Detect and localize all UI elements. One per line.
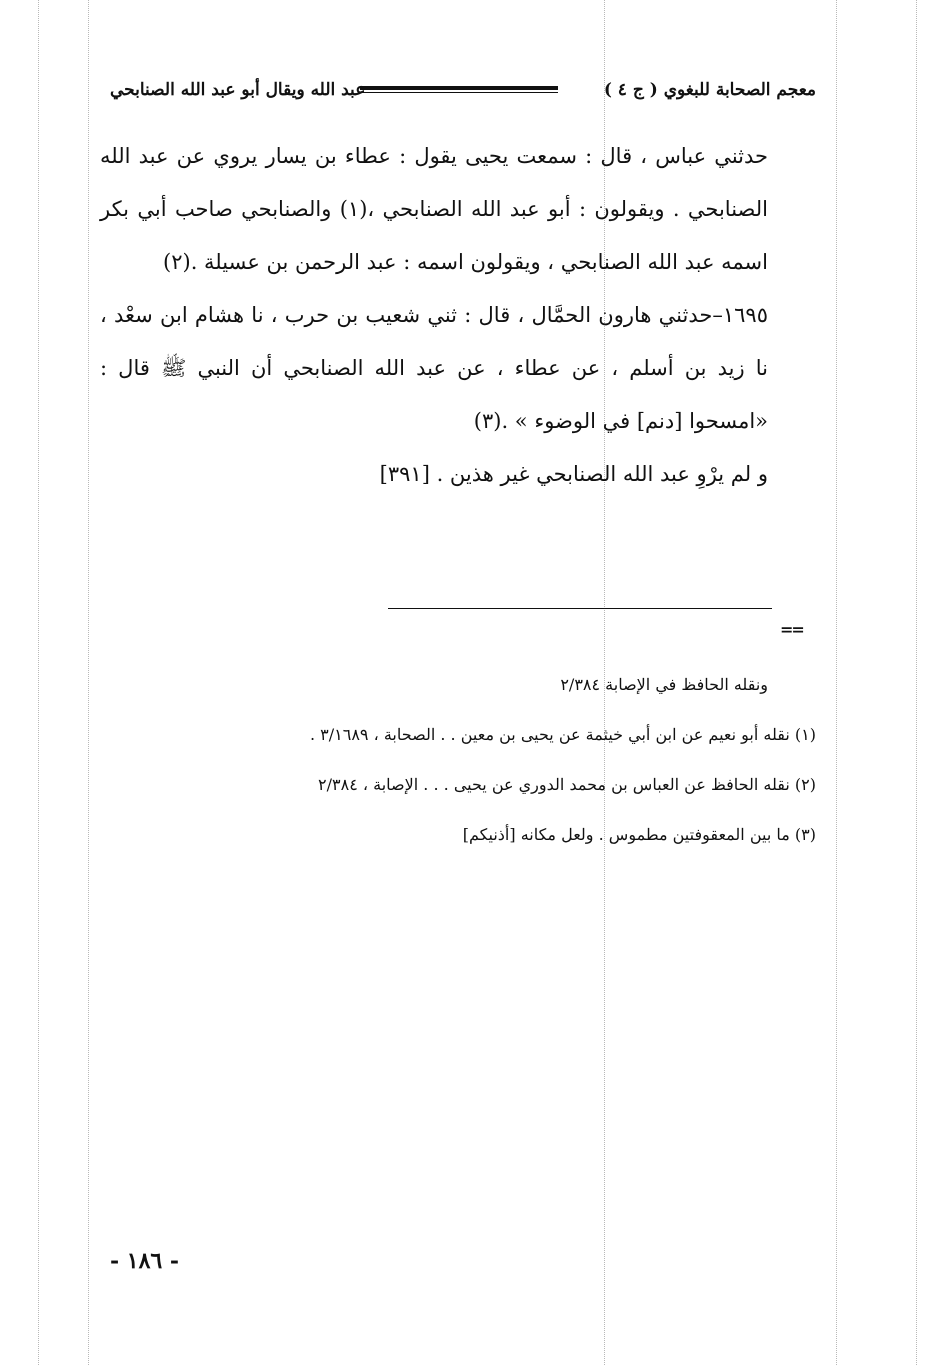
scan-artifact-line [88,0,89,1365]
footnote-2: (٢) نقله الحافظ عن العباس بن محمد الدوري عن يحيى . . . الإصابة ، ٢/٣٨٤ [318,775,816,794]
footnote-rule [388,608,772,609]
scan-artifact-line [38,0,39,1365]
footnote-3: (٣) ما بين المعقوفتين مطموس . ولعل مكانه [أذنيكم] [462,825,816,844]
book-title: معجم الصحابة للبغوي ( ج ٤ ) [603,80,816,100]
footnotes [180,660,816,860]
footnote-1: (١) نقله أبو نعيم عن ابن أبي خيثمة عن يحيى بن معين . . الصحابة ، ٣/١٦٨٩ . [309,725,816,744]
paragraph-3: و لم يرْوِ عبد الله الصنابحي غير هذين . [٣٩١] [379,462,768,486]
page-header [110,78,816,112]
running-title: عبد الله ويقال أبو عبد الله الصنابحي [110,80,366,100]
header-rule [360,86,558,93]
scan-artifact-line [916,0,917,1365]
paragraph-2: ١٦٩٥–حدثني هارون الحمَّال ، قال : ثني شعيب بن حرب ، نا هشام ابن سعْد ، نا زيد بن أسلم ، عن عطاء ، عن عبد الله الصنابحي أن النبي ﷺ قال : «امسحوا [دنم] في الوضوء » .(٣) [100,303,768,433]
scan-artifact-line [836,0,837,1365]
footnote-continuation: ونقله الحافظ في الإصابة ٢/٣٨٤ [560,675,768,694]
main-text [100,130,816,501]
paragraph-1: حدثني عباس ، قال : سمعت يحيى يقول : عطاء بن يسار يروي عن عبد الله الصنابحي . ويقولون : أبو عبد الله الصنابحي ،(١) والصنابحي صاحب أبي بكر اسمه عبد الله الصنابحي ، ويقولون اسمه : عبد الرحمن بن عسيلة .(٢) [100,144,768,274]
footnote-mark: == [780,620,803,639]
page-number: - ١٨٦ - [110,1248,180,1274]
